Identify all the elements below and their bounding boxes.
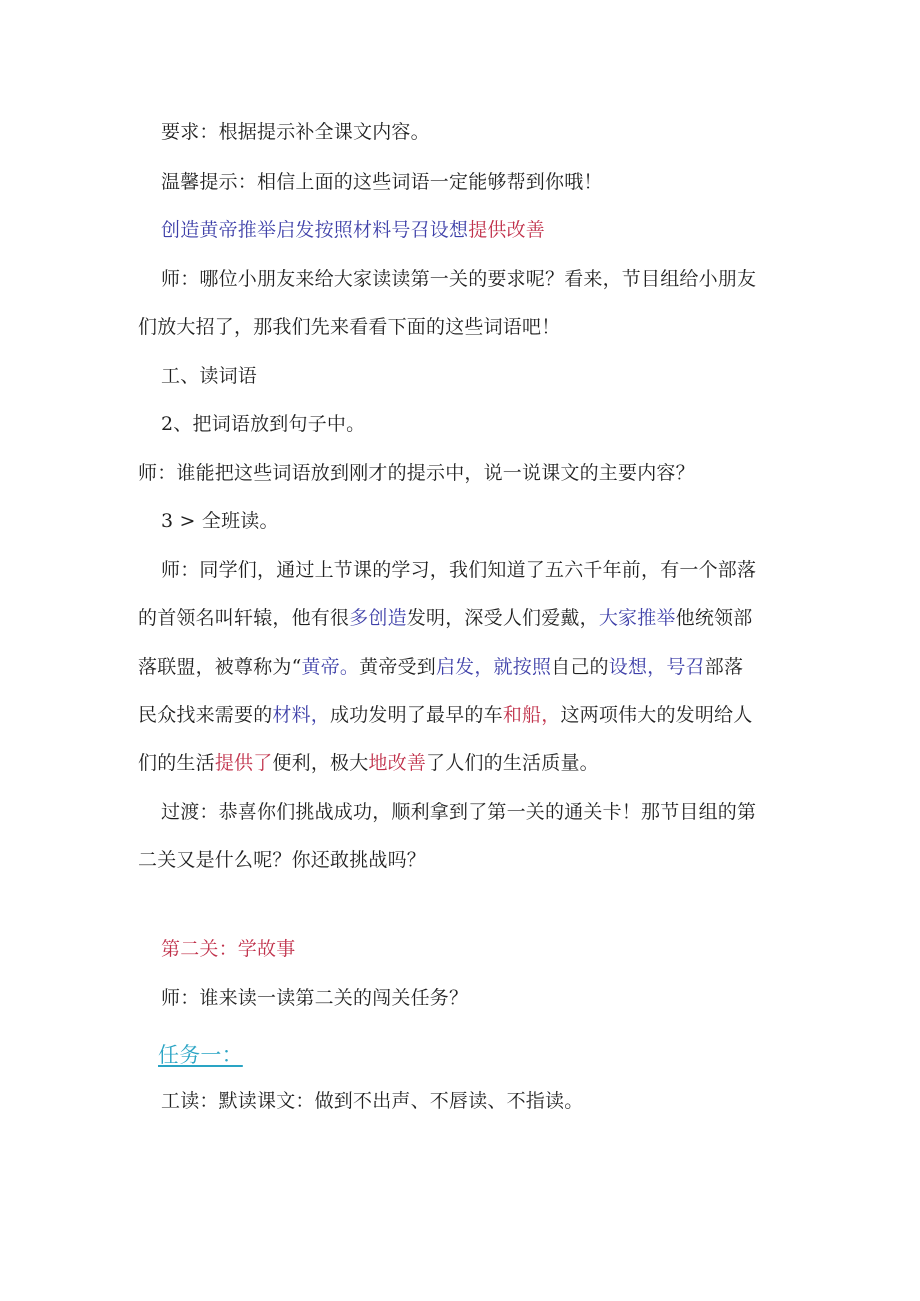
story-text: 的首领名叫轩辕，他有很 [138, 607, 350, 629]
word-bank-blue: 创造黄帝推举启发按照材料号召设想 [161, 219, 469, 241]
story-text: 黄帝受到 [359, 656, 436, 678]
task-one-heading: 任务一： [158, 1043, 243, 1067]
word-bank [161, 218, 545, 242]
story-keyword: 材料， [272, 704, 331, 726]
story-text: 他统领部 [675, 607, 753, 629]
story-text: 自己的 [551, 656, 609, 678]
story-line-3 [138, 703, 752, 727]
story-text: 落联盟，被尊称为“ [138, 656, 302, 678]
story-line-0: 师：同学们，通过上节课的学习，我们知道了五六千年前，有一个部落 [161, 559, 757, 581]
teacher-line-3: 师：谁来读一读第二关的闯关任务？ [161, 987, 469, 1009]
story-text: 了人们的生活质量。 [426, 752, 599, 774]
story-line-2 [138, 655, 743, 679]
story-keyword: 和船， [502, 704, 561, 726]
story-text: 部落 [704, 656, 744, 678]
story-keyword: 大家推举 [598, 607, 676, 629]
transition-line-cont: 二关又是什么呢？你还敢挑战吗？ [138, 849, 427, 871]
story-line-1 [138, 606, 752, 630]
story-text: 民众找来需要的 [138, 704, 273, 726]
story-keyword: 启发，就按照 [435, 656, 552, 678]
step-3: 3 > 全班读。 [161, 510, 279, 532]
story-keyword: 多创造 [349, 607, 407, 629]
story-keyword: 黄帝。 [301, 656, 360, 678]
tip-line: 温馨提示：相信上面的这些词语一定能够帮到你哦！ [161, 171, 603, 193]
story-text: 们的生活 [138, 752, 215, 774]
story-keyword: 提供了 [214, 752, 273, 774]
step-2: 2、把词语放到句子中。 [161, 413, 366, 435]
story-text: 这两项伟大的发明给人 [560, 704, 753, 726]
word-bank-red: 提供改善 [468, 219, 546, 241]
story-line-4 [138, 751, 599, 775]
section-read-words: 工、读词语 [161, 365, 258, 387]
story-text: 发明，深受人们爱戴， [406, 607, 599, 629]
teacher-line-2: 师：谁能把这些词语放到刚才的提示中，说一说课文的主要内容？ [138, 462, 695, 484]
transition-line: 过渡：恭喜你们挑战成功，顺利拿到了第一关的通关卡！那节目组的第 [161, 801, 757, 823]
teacher-line-1: 师：哪位小朋友来给大家读读第一关的要求呢？看来，节目组给小朋友 [161, 268, 757, 290]
teacher-line-1-cont: 们放大招了，那我们先来看看下面的这些词语吧！ [138, 316, 561, 338]
story-keyword: 地改善 [368, 752, 427, 774]
story-text: 成功发明了最早的车 [330, 704, 503, 726]
story-text: 便利，极大 [272, 752, 369, 774]
silent-reading-line: 工读：默读课文：做到不出声、不唇读、不指读。 [161, 1090, 584, 1112]
requirement-line: 要求：根据提示补全课文内容。 [161, 121, 430, 143]
level-2-heading: 第二关：学故事 [161, 938, 296, 960]
story-keyword: 设想，号召 [608, 656, 705, 678]
